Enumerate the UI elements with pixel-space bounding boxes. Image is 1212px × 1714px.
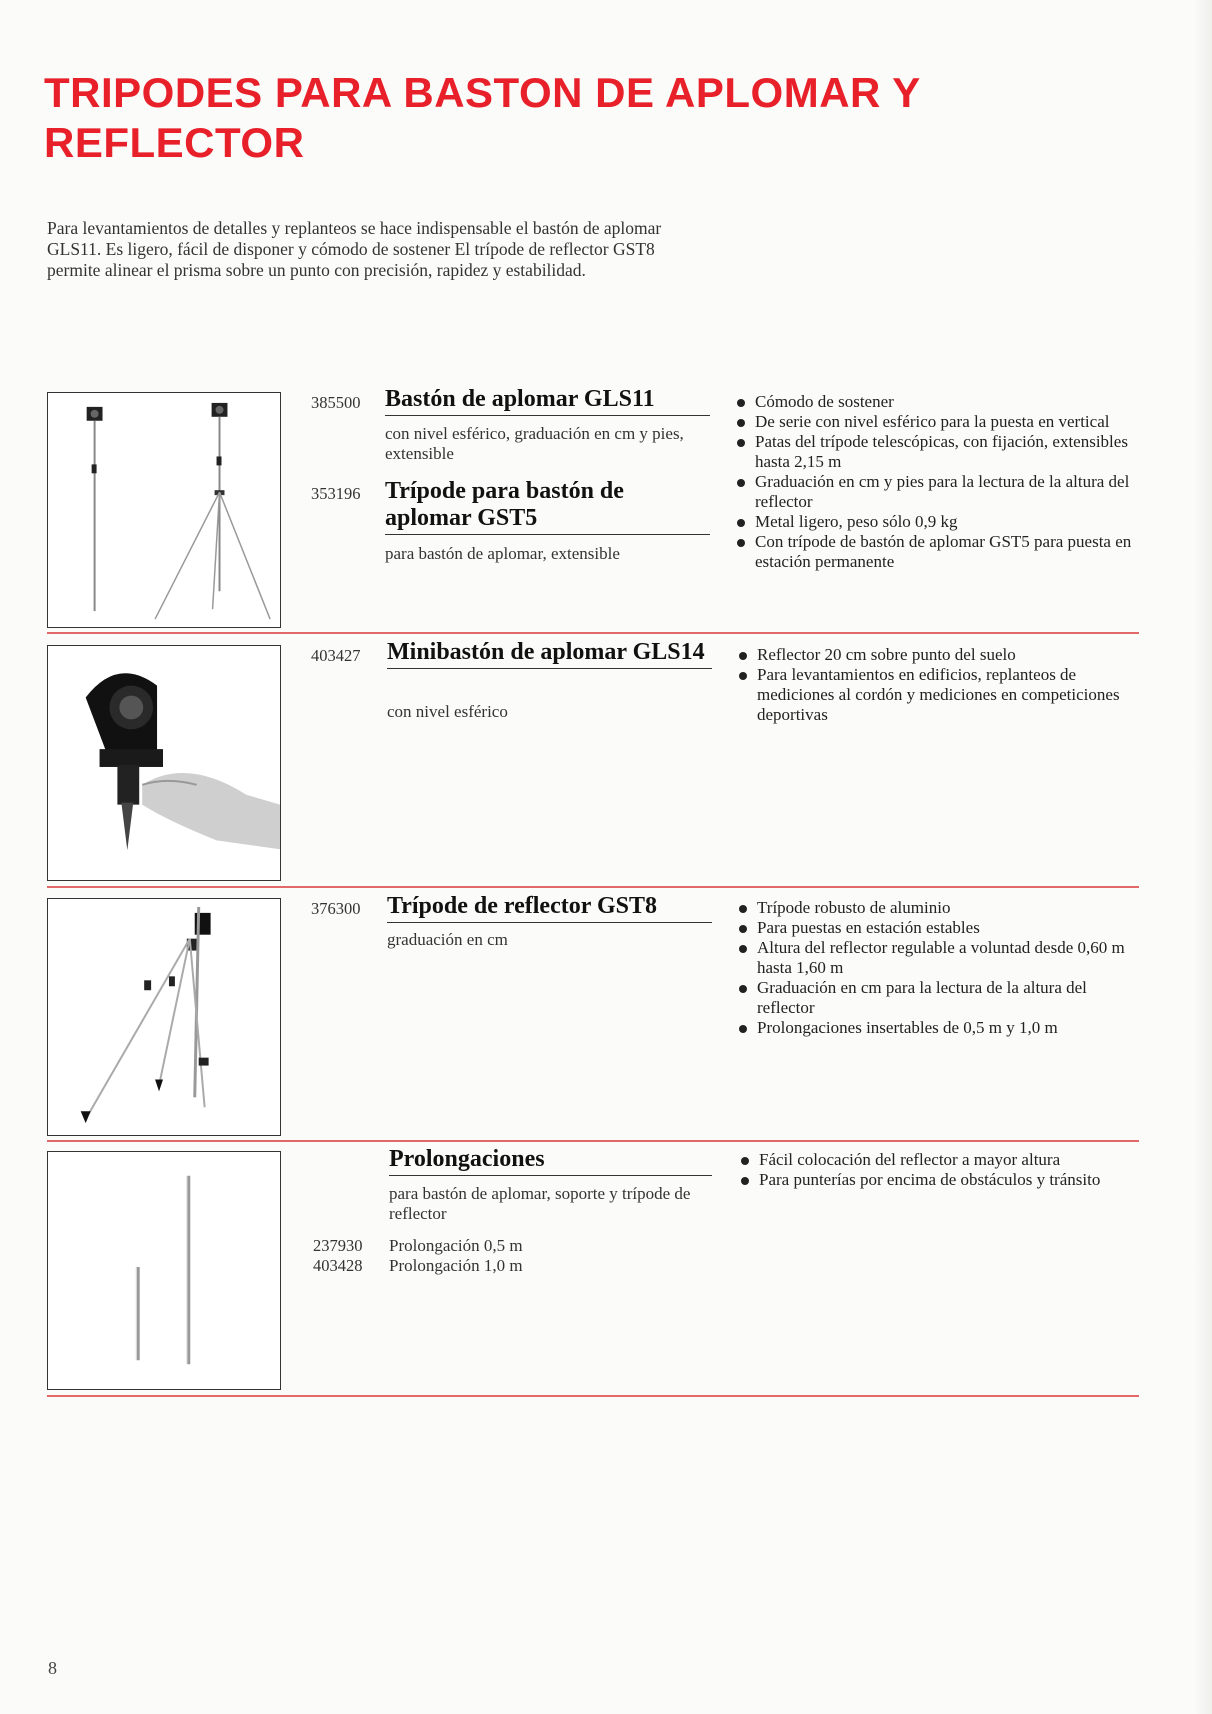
feature-list: [741, 1150, 1141, 1190]
item-label: Prolongación 0,5 m: [389, 1236, 523, 1255]
feature-list: [739, 898, 1139, 1038]
photo-gls14: [47, 645, 281, 881]
feature-item: Patas del trípode telescópicas, con fijación, extensibles hasta 2,15 m: [737, 432, 1137, 472]
product-name: Trípode para bastón de aplomar GST5: [385, 478, 710, 535]
feature-item: Para punterías por encima de obstáculos y tránsito: [741, 1170, 1141, 1190]
photo-gst8: [47, 898, 281, 1136]
product-name: Bastón de aplomar GLS11: [385, 386, 710, 416]
feature-item: Metal ligero, peso sólo 0,9 kg: [737, 512, 1137, 532]
section-divider: [47, 886, 1139, 888]
feature-item: Trípode robusto de aluminio: [739, 898, 1139, 918]
page-title: TRIPODES PARA BASTON DE APLOMAR Y REFLECTOR: [44, 69, 921, 166]
product-description: con nivel esférico, graduación en cm y pies, extensible: [385, 424, 684, 463]
section-divider: [47, 1140, 1139, 1142]
feature-item: Con trípode de bastón de aplomar GST5 para puesta en estación permanente: [737, 532, 1137, 572]
feature-item: Graduación en cm y pies para la lectura de la altura del reflector: [737, 472, 1137, 512]
photo-gls11-gst5: [47, 392, 281, 628]
item-label: Prolongación 1,0 m: [389, 1256, 523, 1275]
product-name: Minibastón de aplomar GLS14: [387, 639, 712, 669]
feature-item: Graduación en cm para la lectura de la altura del reflector: [739, 978, 1139, 1018]
feature-item: De serie con nivel esférico para la puesta en vertical: [737, 412, 1137, 432]
product-name: Trípode de reflector GST8: [387, 893, 712, 923]
feature-item: Fácil colocación del reflector a mayor altura: [741, 1150, 1141, 1170]
item-code: 237930: [313, 1236, 363, 1255]
product-code: 403427: [311, 646, 361, 665]
feature-list: [737, 392, 1137, 572]
section-divider: [47, 632, 1139, 634]
product-code: 376300: [311, 899, 361, 918]
item-code: 403428: [313, 1256, 363, 1275]
feature-item: Reflector 20 cm sobre punto del suelo: [739, 645, 1139, 665]
product-description: graduación en cm: [387, 930, 508, 949]
product-code: 353196: [311, 484, 361, 503]
section-divider: [47, 1395, 1139, 1397]
feature-item: Para puestas en estación estables: [739, 918, 1139, 938]
intro-paragraph: Para levantamientos de detalles y replanteos se hace indispensable el bastón de aplomar GLS11. Es ligero, fácil de disponer y cómodo de sostener El trípode de reflector GST8 permite alinear el prisma sobre un punto con precisión, rapidez y estabilidad.: [47, 218, 662, 280]
product-code: 385500: [311, 393, 361, 412]
page-edge-shadow: [1194, 0, 1212, 1714]
product-description: para bastón de aplomar, extensible: [385, 544, 620, 563]
product-description: con nivel esférico: [387, 702, 508, 721]
page-number: 8: [48, 1658, 57, 1678]
feature-list: [739, 645, 1139, 725]
feature-item: Cómodo de sostener: [737, 392, 1137, 412]
feature-item: Prolongaciones insertables de 0,5 m y 1,0 m: [739, 1018, 1139, 1038]
feature-item: Altura del reflector regulable a voluntad desde 0,60 m hasta 1,60 m: [739, 938, 1139, 978]
product-description: para bastón de aplomar, soporte y trípode de reflector: [389, 1184, 691, 1223]
feature-item: Para levantamientos en edificios, replanteos de mediciones al cordón y mediciones en competiciones deportivas: [739, 665, 1139, 725]
product-name: Prolongaciones: [389, 1146, 712, 1176]
photo-prolongaciones: [47, 1151, 281, 1390]
